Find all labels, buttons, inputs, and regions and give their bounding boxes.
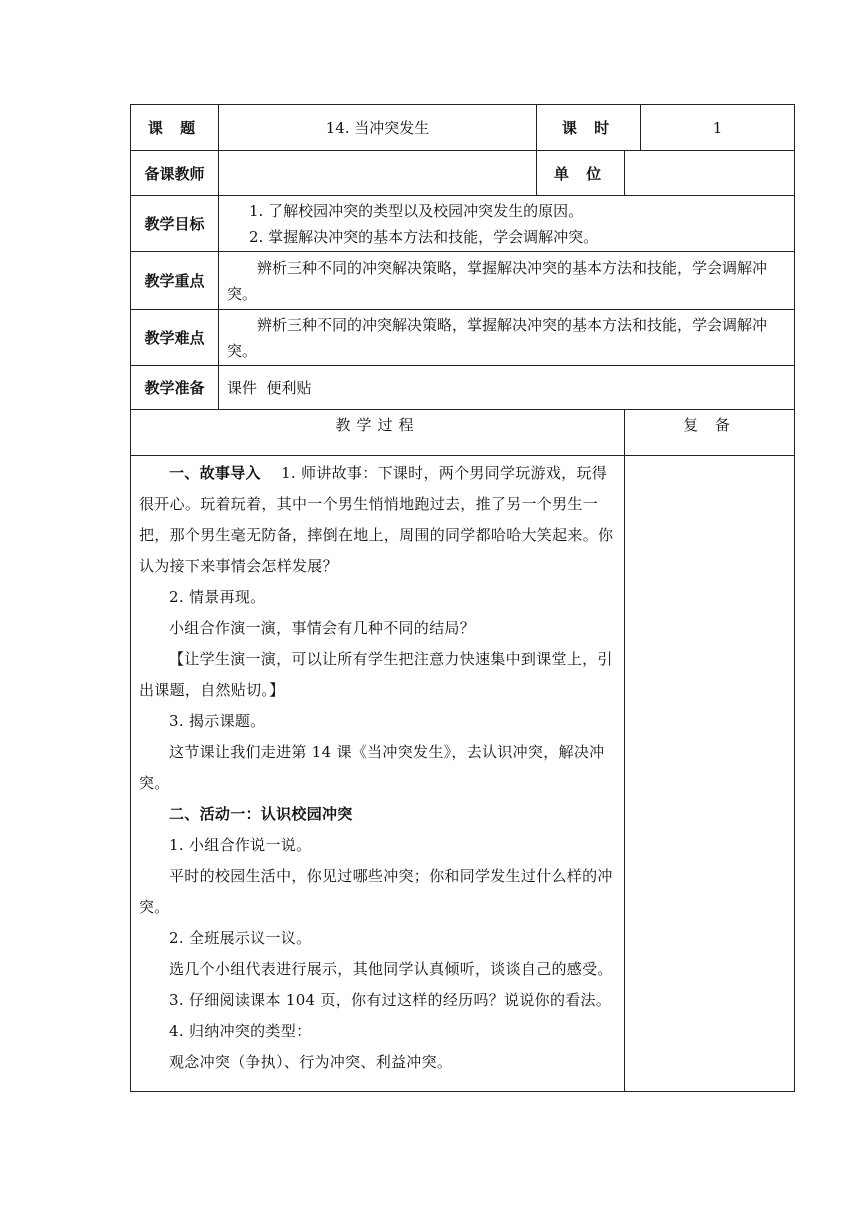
process-header-row [131, 410, 795, 456]
header-row-teacher [131, 151, 795, 196]
unit-label: 单 位 [537, 151, 625, 196]
preparation-label: 教学准备 [131, 366, 219, 410]
section-1-paragraph [139, 458, 616, 582]
review-label: 复 备 [625, 410, 795, 456]
review-cell [625, 456, 795, 1092]
goal-line-2: 2. 掌握解决冲突的基本方法和技能，学会调解冲突。 [249, 227, 599, 246]
paragraph-group-talk: 1. 小组合作说一说。 [169, 836, 312, 854]
paragraph-scene: 2. 情景再现。 [169, 588, 266, 606]
topic-label: 课 题 [131, 105, 219, 151]
section-1-text: 1. 师讲故事：下课时，两个男同学玩游戏，玩得很开心。玩着玩着，其中一个男生悄悄地跑过去，推了另一个男生一把，那个男生毫无防备，摔倒在地上，周围的同学都哈哈大笑起来。你认为接下来事情会怎样发展？ [139, 464, 614, 575]
process-label: 教学过程 [131, 410, 625, 456]
teacher-value [219, 151, 537, 196]
goals-label: 教学目标 [131, 196, 219, 252]
paragraph-reveal: 3. 揭示课题。 [169, 712, 266, 730]
key-points-label: 教学重点 [131, 252, 219, 310]
paragraph-read: 3. 仔细阅读课本 104 页，你有过这样的经历吗？说说你的看法。 [169, 991, 612, 1009]
section-2-title: 二、活动一：认识校园冲突 [169, 805, 353, 823]
process-body [131, 456, 625, 1092]
preparation-row [131, 366, 795, 410]
paragraph-roleplay: 小组合作演一演，事情会有几种不同的结局？ [169, 619, 476, 637]
goals-row [131, 196, 795, 252]
unit-value [625, 151, 795, 196]
period-label: 课 时 [537, 105, 641, 151]
paragraph-campus-life: 平时的校园生活中，你见过哪些冲突；你和同学发生过什么样的冲突。 [139, 867, 613, 916]
section-1-title: 一、故事导入 [169, 464, 261, 482]
topic-value: 14. 当冲突发生 [219, 105, 537, 151]
key-points-text: 辨析三种不同的冲突解决策略，掌握解决冲突的基本方法和技能，学会调解冲突。 [219, 252, 795, 310]
paragraph-intro: 这节课让我们走进第 14 课《当冲突发生》，去认识冲突，解决冲突。 [139, 743, 605, 792]
paragraph-class-share: 2. 全班展示议一议。 [169, 929, 312, 947]
paragraph-types-title: 4. 归纳冲突的类型： [169, 1022, 312, 1040]
difficulties-text: 辨析三种不同的冲突解决策略，掌握解决冲突的基本方法和技能，学会调解冲突。 [219, 310, 795, 366]
header-row-topic [131, 105, 795, 151]
lesson-plan-page [130, 104, 794, 1092]
difficulties-row [131, 310, 795, 366]
paragraph-types: 观念冲突（争执）、行为冲突、利益冲突。 [169, 1053, 453, 1071]
key-points-row [131, 252, 795, 310]
preparation-text: 课件 便利贴 [219, 366, 795, 410]
lesson-plan-table [130, 104, 795, 1092]
difficulties-label: 教学难点 [131, 310, 219, 366]
goals-content [219, 196, 795, 252]
process-body-row [131, 456, 795, 1092]
teaching-note: 【让学生演一演，可以让所有学生把注意力快速集中到课堂上，引出课题，自然贴切。】 [139, 650, 613, 699]
teacher-label: 备课教师 [131, 151, 219, 196]
paragraph-reps: 选几个小组代表进行展示，其他同学认真倾听，谈谈自己的感受。 [169, 960, 613, 978]
period-value: 1 [641, 105, 795, 151]
goal-line-1: 1. 了解校园冲突的类型以及校园冲突发生的原因。 [249, 201, 584, 220]
